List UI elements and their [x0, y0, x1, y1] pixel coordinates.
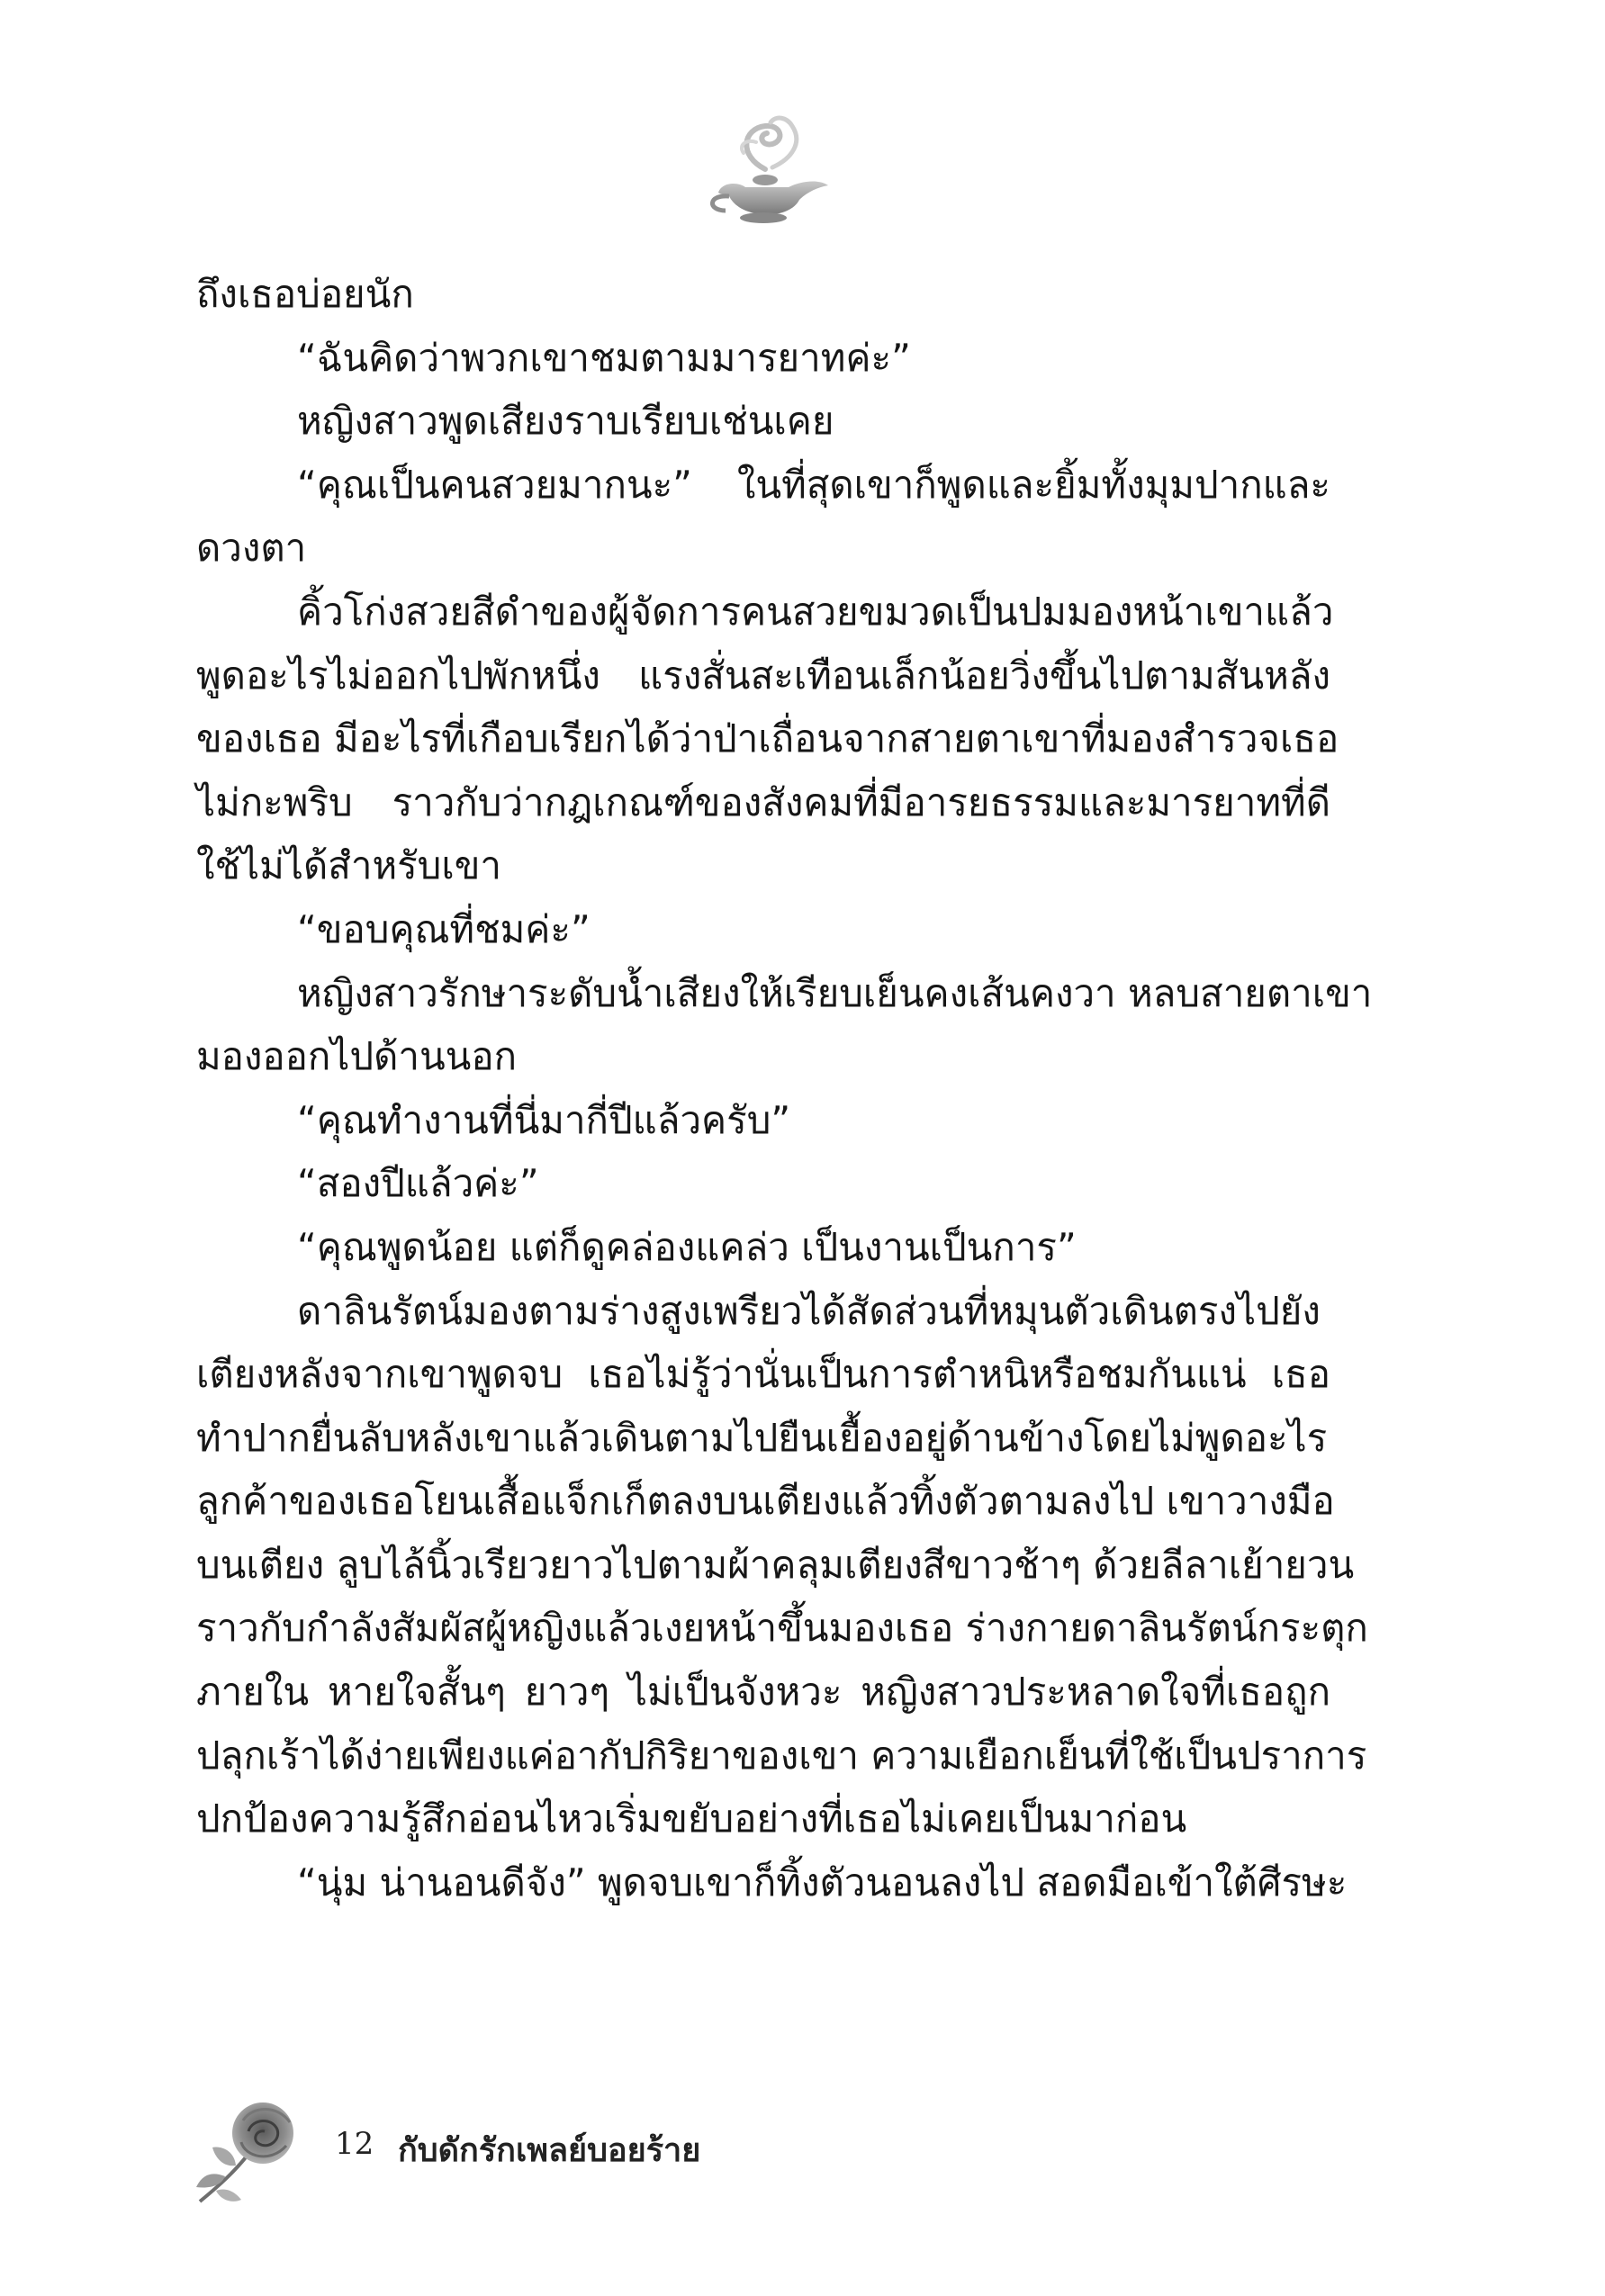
text-line: มองออกไปด้านนอก	[196, 1034, 518, 1079]
text-line: “ขอบคุณที่ชมค่ะ”	[297, 906, 591, 951]
text-line: ทำปากยื่นลับหลังเขาแล้วเดินตามไปยืนเยื้องอยู่ด้านข้างโดยไม่พูดอะไร	[196, 1415, 1328, 1460]
text-line: ดาลินรัตน์มองตามร่างสูงเพรียวได้สัดส่วนที่หมุนตัวเดินตรงไปยัง	[297, 1288, 1321, 1333]
text-line: “คุณพูดน้อย แต่ก็ดูคล่องแคล่ว เป็นงานเป็นการ”	[297, 1224, 1077, 1269]
text-line: ปกป้องความรู้สึกอ่อนไหวเริ่มขยับอย่างที่เธอไม่เคยเป็นมาก่อน	[196, 1796, 1187, 1841]
page-number: 12	[335, 2126, 374, 2162]
text-line: ของเธอ มีอะไรที่เกือบเรียกได้ว่าป่าเถื่อนจากสายตาเขาที่มองสำรวจเธอ	[196, 716, 1339, 761]
rose-ornament-icon	[189, 2086, 324, 2212]
body-text	[196, 263, 1373, 1914]
text-line: “คุณทำงานที่นี่มากี่ปีแล้วครับ”	[297, 1097, 791, 1142]
text-line: ราวกับกำลังสัมผัสผู้หญิงแล้วเงยหน้าขึ้นมองเธอ ร่างกายดาลินรัตน์กระตุก	[196, 1606, 1368, 1651]
text-line: คิ้วโก่งสวยสีดำของผู้จัดการคนสวยขมวดเป็นปมมองหน้าเขาแล้ว	[297, 589, 1334, 634]
book-title: กับดักรักเพลย์บอยร้าย	[398, 2132, 701, 2169]
lamp-ornament-icon	[702, 106, 837, 232]
text-line: ลูกค้าของเธอโยนเสื้อแจ็กเก็ตลงบนเตียงแล้วทิ้งตัวตามลงไป เขาวางมือ	[196, 1479, 1335, 1524]
text-line: เตียงหลังจากเขาพูดจบ เธอไม่รู้ว่านั่นเป็นการตำหนิหรือชมกันแน่ เธอ	[196, 1352, 1330, 1397]
text-line: ดวงตา	[196, 526, 307, 571]
text-line: ปลุกเร้าได้ง่ายเพียงแค่อากัปกิริยาของเขา ความเยือกเย็นที่ใช้เป็นปราการ	[196, 1733, 1367, 1778]
text-line: ใช้ไม่ได้สำหรับเขา	[196, 843, 501, 888]
text-line: “ฉันคิดว่าพวกเขาชมตามมารยาทค่ะ”	[297, 335, 911, 380]
text-line: “นุ่ม น่านอนดีจัง” พูดจบเขาก็ทิ้งตัวนอนลงไป สอดมือเข้าใต้ศีรษะ	[297, 1859, 1348, 1904]
text-line: บนเตียง ลูบไล้นิ้วเรียวยาวไปตามผ้าคลุมเตียงสีขาวช้าๆ ด้วยลีลาเย้ายวน	[196, 1542, 1355, 1587]
text-line: ไม่กะพริบ ราวกับว่ากฎเกณฑ์ของสังคมที่มีอารยธรรมและมารยาทที่ดี	[196, 779, 1330, 824]
page-footer	[189, 2086, 999, 2212]
text-line: พูดอะไรไม่ออกไปพักหนึ่ง แรงสั่นสะเทือนเล็กน้อยวิ่งขึ้นไปตามสันหลัง	[196, 653, 1330, 698]
text-line: หญิงสาวพูดเสียงราบเรียบเช่นเคย	[297, 399, 834, 444]
text-line: “คุณเป็นคนสวยมากนะ” ในที่สุดเขาก็พูดและยิ้มทั้งมุมปากและ	[297, 462, 1330, 507]
text-line: ถึงเธอบ่อยนัก	[196, 272, 414, 316]
text-line: ภายใน หายใจสั้นๆ ยาวๆ ไม่เป็นจังหวะ หญิงสาวประหลาดใจที่เธอถูก	[196, 1670, 1330, 1715]
text-line: หญิงสาวรักษาระดับน้ำเสียงให้เรียบเย็นคงเส้นคงวา หลบสายตาเขา	[297, 970, 1373, 1015]
text-line: “สองปีแล้วค่ะ”	[297, 1161, 539, 1206]
